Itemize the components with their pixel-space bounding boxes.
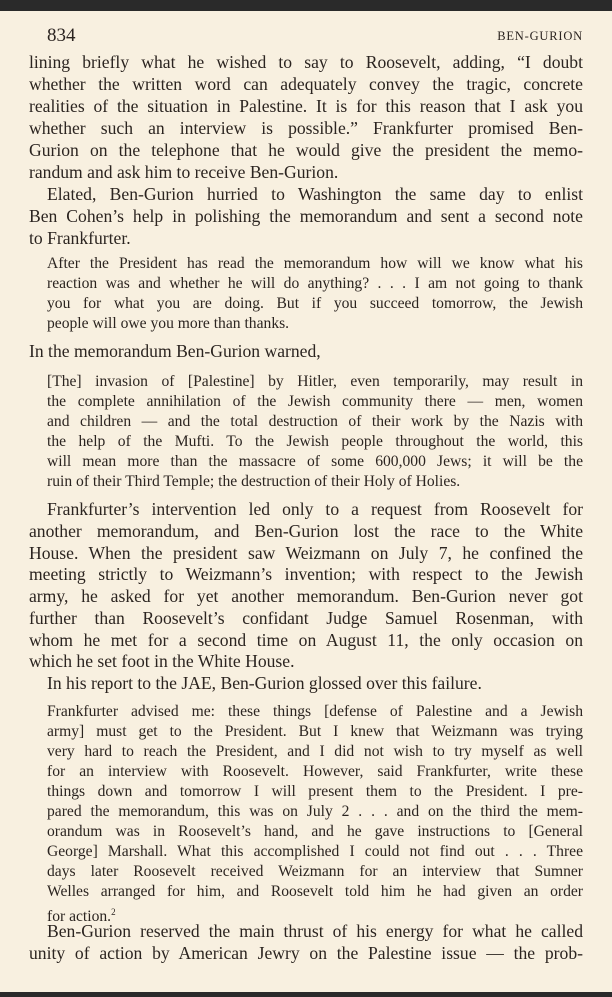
paragraph-4 (29, 920, 583, 964)
text-line: In the memorandum Ben-Gurion warned, (29, 341, 321, 361)
text-line: orandum was in Roosevelt’s hand, and he gave instructions to [General (47, 823, 583, 840)
text-line: lining briefly what he wished to say to Roosevelt, adding, “I doubt (29, 52, 583, 72)
text-line: army] must get to the President. But I knew that Weizmann was trying (47, 723, 583, 740)
text-line: whom he met for a second time on August 11, the only occasion on (29, 629, 583, 650)
text-line: House. When the president saw Weizmann on July 7, he confined the (29, 542, 583, 563)
block-quote-1 (47, 254, 583, 334)
text-line: army, he asked for yet another memorandum. Ben-Gurion never got (29, 586, 583, 606)
text-line: you for what you are doing. But if you succeed tomorrow, the Jewish (47, 295, 583, 312)
text-line: Elated, Ben-Gurion hurried to Washington the same day to enlist (47, 184, 583, 204)
text-line: Frankfurter advised me: these things [defense of Palestine and a Jewish (47, 703, 583, 720)
footnote-marker[interactable]: 2 (111, 907, 116, 917)
text-line: meeting strictly to Weizmann’s invention; with respect to the Jewish (29, 564, 583, 585)
text-line: After the President has read the memorandum how will we know what his (47, 255, 583, 272)
text-line: whether such an interview is possible.” Frankfurter promised Ben- (29, 118, 583, 138)
text-line: which he set foot in the White House. (29, 651, 295, 672)
block-quote-2 (47, 372, 583, 492)
block-quote-3 (47, 702, 583, 927)
text-line: realities of the situation in Palestine. It is for this reason that I ask you (29, 96, 583, 116)
text-line-content: for action. (47, 908, 112, 925)
text-line: people will owe you more than thanks. (47, 315, 290, 332)
text-line: randum and ask him to receive Ben-Gurion. (29, 162, 339, 182)
text-line: In his report to the JAE, Ben-Gurion glossed over this failure. (47, 673, 482, 693)
text-line: George] Marshall. What this accomplished I could not find out . . . Three (47, 843, 583, 860)
text-line: whether the written word can adequately convey the tragic, concrete (29, 74, 583, 94)
text-line: Gurion on the telephone that he would give the president the memo- (29, 140, 583, 160)
text-line: very hard to reach the President, and I did not wish to try myself as well (47, 743, 583, 760)
text-line: the help of the Mufti. To the Jewish people throughout the world, this (47, 433, 583, 450)
text-line: days later Roosevelt received Weizmann for an interview that Sumner (47, 863, 583, 880)
text-line: [The] invasion of [Palestine] by Hitler, even temporarily, may result in (47, 373, 583, 390)
text-line: and children — and the total destruction of their work by the Nazis with (47, 413, 583, 430)
text-line: ruin of their Third Temple; the destruction of their Holy of Holies. (47, 473, 461, 490)
text-line: will mean more than the massacre of some 600,000 Jews; it will be the (47, 453, 583, 470)
text-line: Welles arranged for him, and Roosevelt told him he had given an order (47, 883, 583, 900)
text-line: for an interview with Roosevelt. However, said Frankfurter, write these (47, 763, 583, 780)
book-page (0, 11, 612, 992)
text-line: things down and tomorrow I will present them to the President. I pre- (47, 783, 583, 800)
paragraph-2 (29, 340, 583, 362)
text-line: further than Roosevelt’s confidant Judge Samuel Rosenman, with (29, 607, 583, 628)
text-line: Ben-Gurion reserved the main thrust of his energy for what he called (47, 921, 583, 941)
text-line: unity of action by American Jewry on the Palestine issue — the prob- (29, 943, 583, 963)
paragraph-3 (29, 499, 583, 695)
text-line: Ben Cohen’s help in polishing the memorandum and sent a second note (29, 206, 583, 226)
text-line: the complete annihilation of the Jewish community there — men, women (47, 393, 583, 410)
page-number: 834 (47, 25, 76, 46)
text-line: another memorandum, and Ben-Gurion lost the race to the White (29, 520, 583, 541)
paragraph-1 (29, 51, 583, 249)
bottom-border (0, 992, 612, 997)
text-line: pared the memorandum, this was on July 2 . . . and on the third the mem- (47, 803, 583, 820)
text-line: Frankfurter’s intervention led only to a request from Roosevelt for (47, 499, 583, 519)
running-title: BEN-GURION (497, 29, 583, 43)
text-line: to Frankfurter. (29, 228, 131, 248)
text-line: reaction was and whether he will do anything? . . . I am not going to thank (47, 275, 583, 292)
